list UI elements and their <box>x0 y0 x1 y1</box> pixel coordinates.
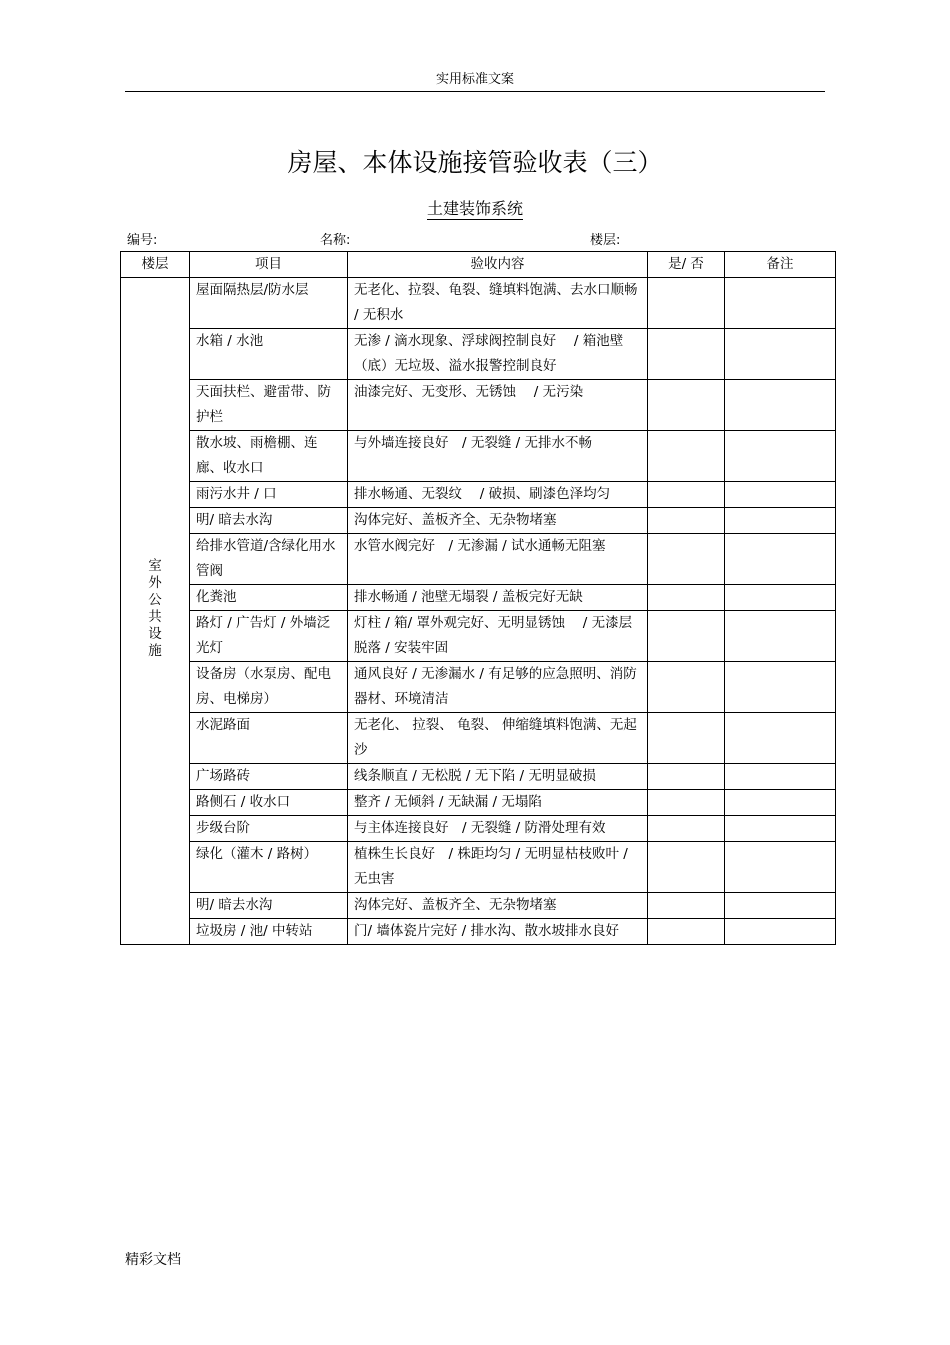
yes-no-cell[interactable] <box>648 534 725 585</box>
remarks-cell[interactable] <box>725 380 836 431</box>
remarks-cell[interactable] <box>725 662 836 713</box>
remarks-cell[interactable] <box>725 431 836 482</box>
table-row <box>121 790 836 816</box>
floor-group-cell <box>121 278 190 945</box>
remarks-cell[interactable] <box>725 534 836 585</box>
content-cell: 无老化、拉裂、龟裂、缝填料饱满、去水口顺畅 / 无积水 <box>348 278 648 329</box>
content-cell: 沟体完好、盖板齐全、无杂物堵塞 <box>348 508 648 534</box>
table-row <box>121 482 836 508</box>
remarks-cell[interactable] <box>725 611 836 662</box>
content-cell: 沟体完好、盖板齐全、无杂物堵塞 <box>348 893 648 919</box>
item-cell: 给排水管道/含绿化用水管阀 <box>190 534 348 585</box>
content-cell: 与主体连接良好 / 无裂缝 / 防滑处理有效 <box>348 816 648 842</box>
remarks-cell[interactable] <box>725 816 836 842</box>
table-row <box>121 893 836 919</box>
document-subtitle <box>0 196 950 219</box>
table-row <box>121 764 836 790</box>
floor-label: 楼层: <box>590 233 621 248</box>
item-cell: 散水坡、雨檐棚、连廊、收水口 <box>190 431 348 482</box>
header-item: 项目 <box>190 252 348 278</box>
content-cell: 无老化、 拉裂、 龟裂、 伸缩缝填料饱满、无起沙 <box>348 713 648 764</box>
yes-no-cell[interactable] <box>648 585 725 611</box>
content-cell: 无渗 / 滴水现象、浮球阀控制良好 / 箱池壁（底）无垃圾、溢水报警控制良好 <box>348 329 648 380</box>
content-cell: 水管水阀完好 / 无渗漏 / 试水通畅无阻塞 <box>348 534 648 585</box>
yes-no-cell[interactable] <box>648 764 725 790</box>
content-cell: 线条顺直 / 无松脱 / 无下陷 / 无明显破损 <box>348 764 648 790</box>
remarks-cell[interactable] <box>725 585 836 611</box>
content-cell: 植株生长良好 / 株距均匀 / 无明显枯枝败叶 / 无虫害 <box>348 842 648 893</box>
remarks-cell[interactable] <box>725 764 836 790</box>
subtitle-text: 土建装饰系统 <box>426 199 523 218</box>
item-cell: 化粪池 <box>190 585 348 611</box>
item-cell: 路侧石 / 收水口 <box>190 790 348 816</box>
header-yes-no: 是/ 否 <box>648 252 725 278</box>
table-row <box>121 713 836 764</box>
item-cell: 水泥路面 <box>190 713 348 764</box>
yes-no-cell[interactable] <box>648 662 725 713</box>
header-divider <box>125 91 825 92</box>
item-cell: 明/ 暗去水沟 <box>190 893 348 919</box>
item-cell: 路灯 / 广告灯 / 外墙泛光灯 <box>190 611 348 662</box>
item-cell: 雨污水井 / 口 <box>190 482 348 508</box>
yes-no-cell[interactable] <box>648 790 725 816</box>
table-row <box>121 329 836 380</box>
item-cell: 绿化（灌木 / 路树） <box>190 842 348 893</box>
yes-no-cell[interactable] <box>648 431 725 482</box>
remarks-cell[interactable] <box>725 919 836 945</box>
content-cell: 整齐 / 无倾斜 / 无缺漏 / 无塌陷 <box>348 790 648 816</box>
remarks-cell[interactable] <box>725 893 836 919</box>
remarks-cell[interactable] <box>725 508 836 534</box>
table-row <box>121 508 836 534</box>
number-label: 编号: <box>127 233 158 248</box>
table-row <box>121 611 836 662</box>
content-cell: 通风良好 / 无渗漏水 / 有足够的应急照明、消防器材、环境清洁 <box>348 662 648 713</box>
item-cell: 设备房（水泵房、配电房、电梯房） <box>190 662 348 713</box>
page-footer-text: 精彩文档 <box>125 1252 181 1268</box>
table-row <box>121 585 836 611</box>
table-row <box>121 380 836 431</box>
header-remarks: 备注 <box>725 252 836 278</box>
header-content: 验收内容 <box>348 252 648 278</box>
table-row <box>121 534 836 585</box>
yes-no-cell[interactable] <box>648 893 725 919</box>
floor-group-label: 室外公共设施 <box>148 558 162 659</box>
document-title: 房屋、本体设施接管验收表（三） <box>287 148 663 177</box>
table-row <box>121 816 836 842</box>
item-cell: 垃圾房 / 池/ 中转站 <box>190 919 348 945</box>
remarks-cell[interactable] <box>725 713 836 764</box>
yes-no-cell[interactable] <box>648 380 725 431</box>
yes-no-cell[interactable] <box>648 842 725 893</box>
table-header-row <box>121 252 836 278</box>
yes-no-cell[interactable] <box>648 482 725 508</box>
yes-no-cell[interactable] <box>648 508 725 534</box>
content-cell: 排水畅通 / 池壁无塌裂 / 盖板完好无缺 <box>348 585 648 611</box>
table-row <box>121 278 836 329</box>
remarks-cell[interactable] <box>725 329 836 380</box>
item-cell: 天面扶栏、避雷带、防护栏 <box>190 380 348 431</box>
item-cell: 步级台阶 <box>190 816 348 842</box>
table-row <box>121 842 836 893</box>
content-cell: 门/ 墙体瓷片完好 / 排水沟、散水坡排水良好 <box>348 919 648 945</box>
header-floor: 楼层 <box>121 252 190 278</box>
yes-no-cell[interactable] <box>648 919 725 945</box>
item-cell: 广场路砖 <box>190 764 348 790</box>
yes-no-cell[interactable] <box>648 329 725 380</box>
yes-no-cell[interactable] <box>648 713 725 764</box>
remarks-cell[interactable] <box>725 790 836 816</box>
content-cell: 油漆完好、无变形、无锈蚀 / 无污染 <box>348 380 648 431</box>
table-body <box>121 278 836 945</box>
content-cell: 与外墙连接良好 / 无裂缝 / 无排水不畅 <box>348 431 648 482</box>
name-label: 名称: <box>320 233 351 248</box>
page-header-text: 实用标准文案 <box>435 72 514 87</box>
yes-no-cell[interactable] <box>648 611 725 662</box>
content-cell: 排水畅通、无裂纹 / 破损、刷漆色泽均匀 <box>348 482 648 508</box>
content-cell: 灯柱 / 箱/ 罩外观完好、无明显锈蚀 / 无漆层脱落 / 安装牢固 <box>348 611 648 662</box>
table-row <box>121 919 836 945</box>
item-cell: 屋面隔热层/防水层 <box>190 278 348 329</box>
remarks-cell[interactable] <box>725 278 836 329</box>
item-cell: 明/ 暗去水沟 <box>190 508 348 534</box>
table-row <box>121 662 836 713</box>
table-row <box>121 431 836 482</box>
acceptance-table <box>120 251 836 945</box>
yes-no-cell[interactable] <box>648 278 725 329</box>
item-cell: 水箱 / 水池 <box>190 329 348 380</box>
remarks-cell[interactable] <box>725 842 836 893</box>
yes-no-cell[interactable] <box>648 816 725 842</box>
remarks-cell[interactable] <box>725 482 836 508</box>
